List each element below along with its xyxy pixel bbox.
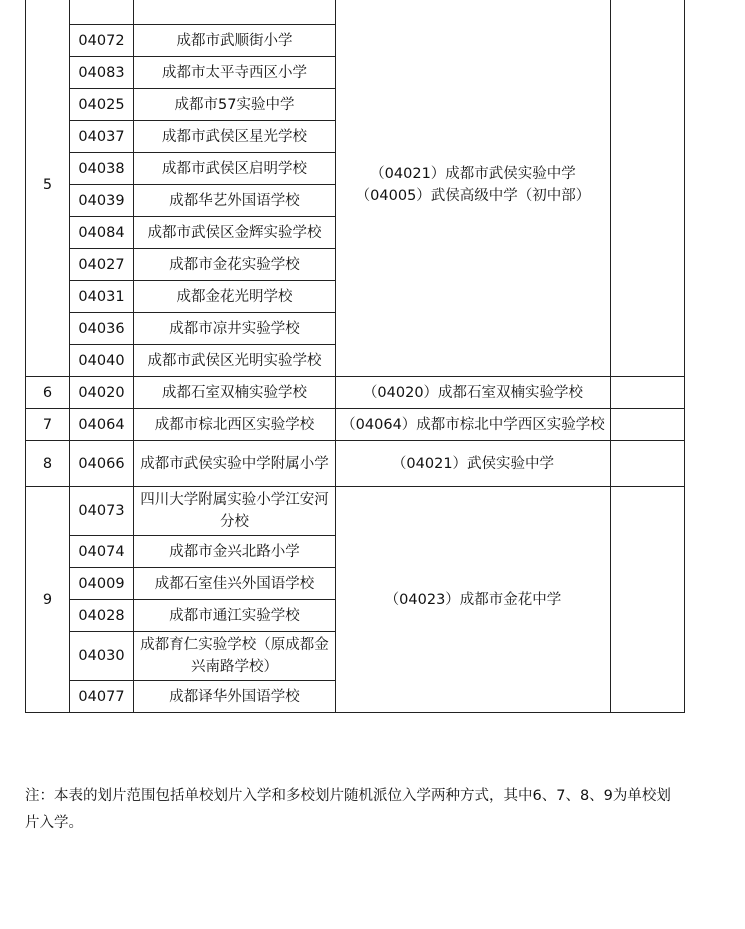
school-name: 成都市太平寺西区小学 <box>134 57 336 89</box>
school-name: 成都石室双楠实验学校 <box>134 377 336 409</box>
school-code: 04077 <box>70 681 134 713</box>
school-code: 04074 <box>70 536 134 568</box>
school-name: 成都市金花实验学校 <box>134 249 336 281</box>
school-name: 成都市武侯区星光学校 <box>134 121 336 153</box>
school-code: 04025 <box>70 89 134 121</box>
school-name: 成都市通江实验学校 <box>134 600 336 632</box>
school-code: 04037 <box>70 121 134 153</box>
school-code: 04072 <box>70 25 134 57</box>
table-row <box>26 377 685 409</box>
school-code: 04027 <box>70 249 134 281</box>
school-name: 成都市凉井实验学校 <box>134 313 336 345</box>
school-name <box>134 0 336 25</box>
table-row <box>26 441 685 487</box>
table-row <box>26 487 685 536</box>
target-middle-school: （04020）成都石室双楠实验学校 <box>336 377 611 409</box>
empty-cell <box>611 0 685 377</box>
empty-cell <box>611 487 685 713</box>
empty-cell <box>611 409 685 441</box>
school-name: 成都市棕北西区实验学校 <box>134 409 336 441</box>
target-middle-school: （04021）武侯实验中学 <box>336 441 611 487</box>
empty-cell <box>611 377 685 409</box>
school-name: 成都市57实验中学 <box>134 89 336 121</box>
school-code: 04020 <box>70 377 134 409</box>
school-code: 04039 <box>70 185 134 217</box>
school-code: 04009 <box>70 568 134 600</box>
table-row <box>26 0 685 25</box>
group-number: 8 <box>26 441 70 487</box>
school-code: 04073 <box>70 487 134 536</box>
school-name: 成都华艺外国语学校 <box>134 185 336 217</box>
school-code: 04028 <box>70 600 134 632</box>
school-code: 04066 <box>70 441 134 487</box>
group-number: 6 <box>26 377 70 409</box>
school-name: 成都石室佳兴外国语学校 <box>134 568 336 600</box>
school-code: 04040 <box>70 345 134 377</box>
school-name: 成都市武顺街小学 <box>134 25 336 57</box>
target-middle-school: （04064）成都市棕北中学西区实验学校 <box>336 409 611 441</box>
school-code: 04036 <box>70 313 134 345</box>
zoning-table-body <box>26 0 685 713</box>
group-number: 7 <box>26 409 70 441</box>
target-middle-school: （04023）成都市金花中学 <box>336 487 611 713</box>
table-row <box>26 409 685 441</box>
group-number: 5 <box>26 0 70 377</box>
school-name: 成都市武侯区金辉实验学校 <box>134 217 336 249</box>
school-code: 04064 <box>70 409 134 441</box>
school-code: 04030 <box>70 632 134 681</box>
school-name: 成都育仁实验学校（原成都金兴南路学校） <box>134 632 336 681</box>
footnote: 注：本表的划片范围包括单校划片入学和多校划片随机派位入学两种方式，其中6、7、8、9为单校划片入学。 <box>25 788 671 831</box>
school-name: 成都市金兴北路小学 <box>134 536 336 568</box>
school-code: 04084 <box>70 217 134 249</box>
school-name: 成都市武侯区光明实验学校 <box>134 345 336 377</box>
school-code <box>70 0 134 25</box>
school-name: 成都译华外国语学校 <box>134 681 336 713</box>
school-name: 成都市武侯区启明学校 <box>134 153 336 185</box>
school-code: 04031 <box>70 281 134 313</box>
empty-cell <box>611 441 685 487</box>
school-name: 成都市武侯实验中学附属小学 <box>134 441 336 487</box>
school-name: 成都金花光明学校 <box>134 281 336 313</box>
school-code: 04083 <box>70 57 134 89</box>
group-number: 9 <box>26 487 70 713</box>
school-code: 04038 <box>70 153 134 185</box>
school-name: 四川大学附属实验小学江安河分校 <box>134 487 336 536</box>
target-middle-school: （04021）成都市武侯实验中学（04005）武侯高级中学（初中部） <box>336 0 611 377</box>
zoning-table <box>25 0 685 713</box>
